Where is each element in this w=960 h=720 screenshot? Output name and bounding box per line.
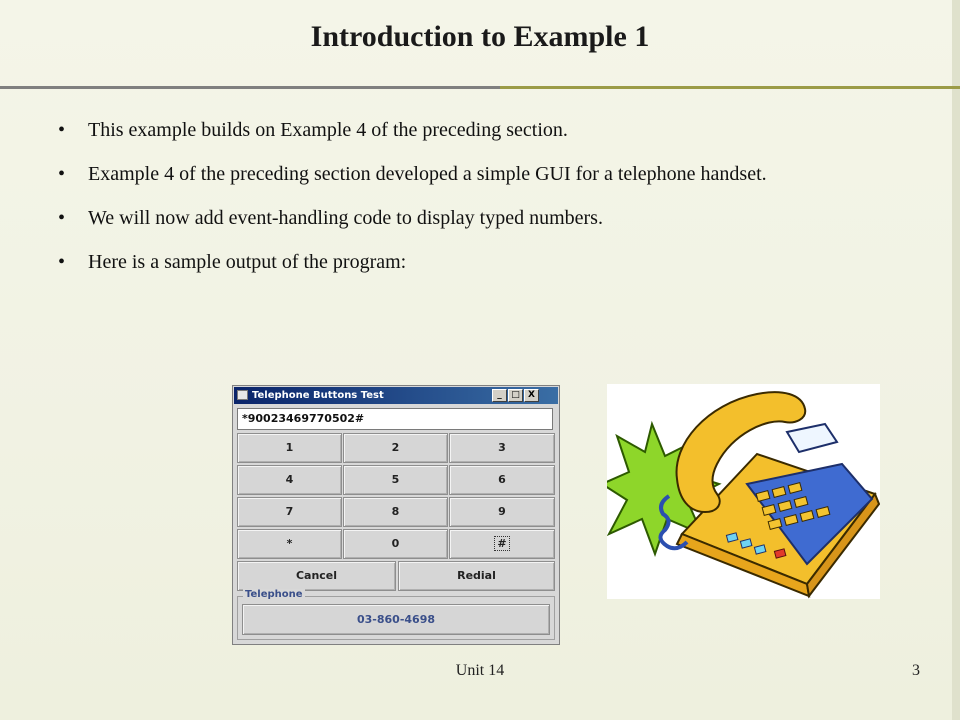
bullet-list [58,112,918,288]
telephone-clipart-image [607,384,880,599]
close-button[interactable]: X [524,389,539,402]
slide-title: Introduction to Example 1 [310,20,650,53]
slide-page-number: 3 [912,662,920,679]
keypad-button-label: 3 [498,441,506,454]
keypad-button-3[interactable] [449,433,555,463]
window-titlebar[interactable] [234,387,558,404]
keypad-button-label: 5 [391,473,400,486]
redial-button[interactable] [398,561,555,591]
keypad-button-0[interactable] [343,529,448,559]
keypad-button-7[interactable] [237,497,342,527]
bullet-item: • We will now add event-handling code to display typed numbers. [58,200,918,236]
bullet-item: • Example 4 of the preceding section developed a simple GUI for a telephone handset. [58,156,918,192]
keypad-button-label: * [286,537,293,550]
keypad-button-hash[interactable] [449,529,555,559]
slide-right-border [952,0,960,720]
keypad-button-label: 4 [285,473,294,486]
keypad-button-label: 1 [285,441,294,454]
cancel-button-label: Cancel [295,569,338,582]
window-title: Telephone Buttons Test [252,390,384,401]
telephone-group-panel [237,596,555,640]
keypad-button-8[interactable] [343,497,448,527]
keypad-button-9[interactable] [449,497,555,527]
footer-unit-label: Unit 14 [455,662,505,679]
keypad-button-label: 0 [391,537,400,550]
maximize-button[interactable]: □ [508,389,523,402]
telephone-group-label: Telephone [245,589,303,600]
keypad-button-label: # [494,536,509,551]
phone-number-button[interactable]: 03-860-4698 [242,604,550,635]
minimize-button[interactable]: _ [492,389,507,402]
title-underline-right [500,86,960,89]
keypad-button-1[interactable] [237,433,342,463]
keypad-button-label: 8 [391,505,400,518]
redial-button-label: Redial [457,569,496,582]
keypad-button-label: 7 [285,505,294,518]
bullet-item: • Here is a sample output of the program: [58,244,918,280]
keypad-button-label: 9 [498,505,506,518]
cancel-button[interactable] [237,561,396,591]
keypad-button-6[interactable] [449,465,555,495]
keypad-button-star[interactable] [237,529,342,559]
title-underline-left [0,86,500,89]
java-app-icon [237,390,248,400]
number-display-field[interactable]: *90023469770502# [237,408,553,430]
keypad-button-4[interactable] [237,465,342,495]
keypad-button-label: 2 [391,441,400,454]
telephone-app-window [232,385,560,645]
ringing-telephone-icon [607,384,880,599]
keypad-button-2[interactable] [343,433,448,463]
keypad-button-5[interactable] [343,465,448,495]
bullet-item: • This example builds on Example 4 of the preceding section. [58,112,918,148]
keypad-button-label: 6 [498,473,506,486]
